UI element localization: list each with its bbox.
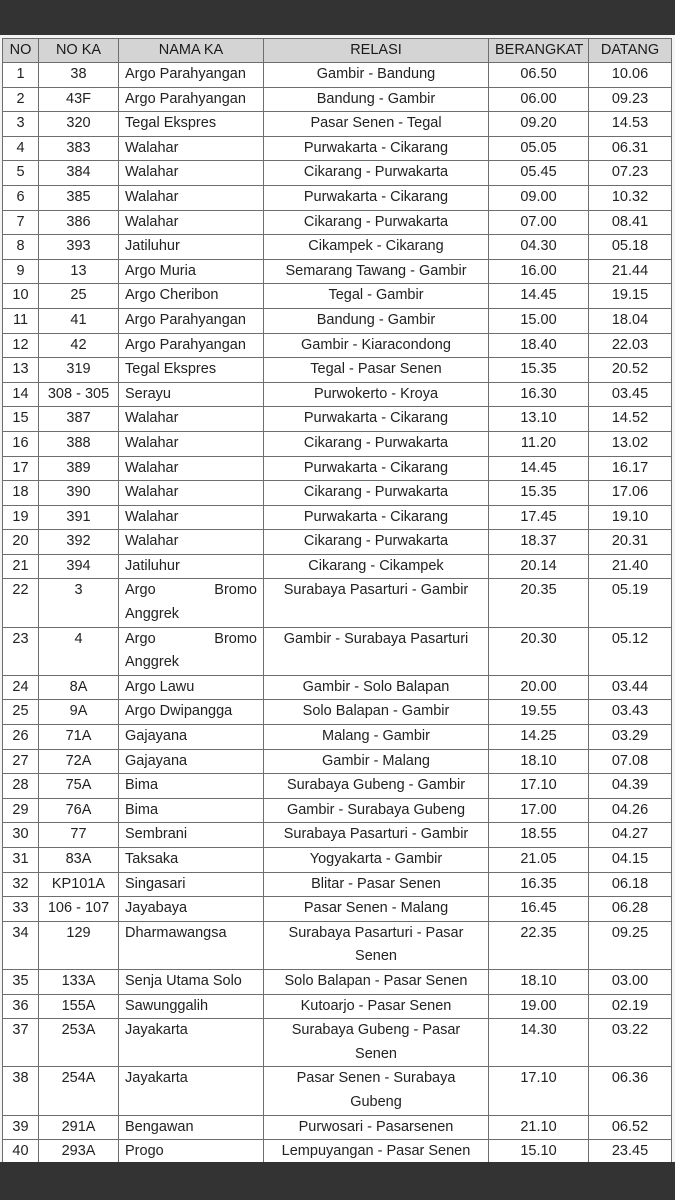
cell-relasi: Pasar Senen - Tegal (264, 112, 489, 137)
cell-datang: 23.45 (589, 1140, 672, 1165)
cell-nama-ka: Walahar (119, 505, 264, 530)
cell-relasi: Bandung - Gambir (264, 308, 489, 333)
cell-relasi: Surabaya Pasarturi - Gambir (264, 823, 489, 848)
table-row (3, 627, 672, 675)
cell-datang: 03.45 (589, 382, 672, 407)
table-row (3, 185, 672, 210)
cell-no: 24 (3, 675, 39, 700)
cell-datang: 10.32 (589, 185, 672, 210)
cell-no-ka: 384 (39, 161, 119, 186)
cell-nama-ka: Sawunggalih (119, 994, 264, 1019)
cell-relasi: Gambir - Solo Balapan (264, 675, 489, 700)
cell-berangkat: 19.00 (489, 994, 589, 1019)
cell-nama-ka: Argo Muria (119, 259, 264, 284)
cell-relasi: Yogyakarta - Gambir (264, 848, 489, 873)
cell-relasi: Gambir - Kiaracondong (264, 333, 489, 358)
cell-relasi: Gambir - Malang (264, 749, 489, 774)
cell-nama-ka: Bima (119, 798, 264, 823)
cell-relasi: Solo Balapan - Pasar Senen (264, 969, 489, 994)
cell-berangkat: 20.14 (489, 554, 589, 579)
cell-no-ka: 43F (39, 87, 119, 112)
cell-datang: 04.39 (589, 774, 672, 799)
cell-relasi: Purwosari - Pasarsenen (264, 1115, 489, 1140)
cell-nama-ka: Argo Parahyangan (119, 63, 264, 88)
cell-no: 32 (3, 872, 39, 897)
cell-nama-ka: Singasari (119, 872, 264, 897)
cell-relasi: Pasar Senen - Surabaya Gubeng (264, 1067, 489, 1115)
cell-berangkat: 06.00 (489, 87, 589, 112)
cell-no: 2 (3, 87, 39, 112)
cell-datang: 19.10 (589, 505, 672, 530)
table-row (3, 969, 672, 994)
header-relasi: RELASI (264, 39, 489, 63)
cell-datang: 03.00 (589, 969, 672, 994)
cell-no-ka: 387 (39, 407, 119, 432)
cell-no: 8 (3, 235, 39, 260)
cell-nama-ka: Taksaka (119, 848, 264, 873)
table-row (3, 382, 672, 407)
cell-berangkat: 20.00 (489, 675, 589, 700)
table-row (3, 675, 672, 700)
cell-berangkat: 13.10 (489, 407, 589, 432)
cell-nama-ka: Senja Utama Solo (119, 969, 264, 994)
table-row (3, 798, 672, 823)
header-no: NO (3, 39, 39, 63)
cell-nama-ka: Argo Bromo Anggrek (119, 627, 264, 675)
cell-no-ka: 72A (39, 749, 119, 774)
table-row (3, 1115, 672, 1140)
cell-berangkat: 07.00 (489, 210, 589, 235)
cell-datang: 04.27 (589, 823, 672, 848)
cell-nama-ka: Jayakarta (119, 1019, 264, 1067)
cell-datang: 20.31 (589, 530, 672, 555)
cell-datang: 05.18 (589, 235, 672, 260)
train-schedule-table (2, 38, 672, 1189)
cell-no-ka: 75A (39, 774, 119, 799)
cell-nama-ka: Walahar (119, 431, 264, 456)
cell-relasi: Cikarang - Purwakarta (264, 210, 489, 235)
cell-datang: 18.04 (589, 308, 672, 333)
cell-nama-ka: Bima (119, 774, 264, 799)
cell-no-ka: KP101A (39, 872, 119, 897)
cell-no: 13 (3, 358, 39, 383)
cell-nama-ka: Tegal Ekspres (119, 112, 264, 137)
table-row (3, 1140, 672, 1165)
cell-no-ka: 389 (39, 456, 119, 481)
cell-no-ka: 42 (39, 333, 119, 358)
cell-berangkat: 21.05 (489, 848, 589, 873)
table-row (3, 259, 672, 284)
cell-berangkat: 15.35 (489, 358, 589, 383)
cell-berangkat: 05.45 (489, 161, 589, 186)
cell-nama-ka: Argo Bromo Anggrek (119, 579, 264, 627)
cell-relasi: Surabaya Pasarturi - Pasar Senen (264, 921, 489, 969)
cell-no-ka: 386 (39, 210, 119, 235)
cell-no: 21 (3, 554, 39, 579)
cell-no-ka: 41 (39, 308, 119, 333)
table-row (3, 872, 672, 897)
cell-berangkat: 05.05 (489, 136, 589, 161)
table-row (3, 431, 672, 456)
cell-datang: 20.52 (589, 358, 672, 383)
cell-nama-ka: Walahar (119, 407, 264, 432)
cell-relasi: Solo Balapan - Gambir (264, 700, 489, 725)
cell-no: 11 (3, 308, 39, 333)
table-row (3, 333, 672, 358)
cell-nama-ka: Argo Cheribon (119, 284, 264, 309)
cell-relasi: Cikarang - Purwakarta (264, 481, 489, 506)
cell-no-ka: 390 (39, 481, 119, 506)
cell-berangkat: 14.30 (489, 1019, 589, 1067)
cell-no-ka: 4 (39, 627, 119, 675)
table-row (3, 530, 672, 555)
cell-no: 10 (3, 284, 39, 309)
cell-relasi: Malang - Gambir (264, 725, 489, 750)
table-row (3, 848, 672, 873)
table-row (3, 308, 672, 333)
cell-relasi: Cikarang - Purwakarta (264, 530, 489, 555)
cell-no-ka: 319 (39, 358, 119, 383)
cell-no-ka: 13 (39, 259, 119, 284)
table-row (3, 235, 672, 260)
cell-no: 18 (3, 481, 39, 506)
cell-berangkat: 16.45 (489, 897, 589, 922)
table-row (3, 749, 672, 774)
cell-no: 33 (3, 897, 39, 922)
cell-no-ka: 3 (39, 579, 119, 627)
cell-berangkat: 14.45 (489, 456, 589, 481)
header-no-ka: NO KA (39, 39, 119, 63)
table-row (3, 1019, 672, 1067)
cell-datang: 19.15 (589, 284, 672, 309)
cell-relasi: Gambir - Bandung (264, 63, 489, 88)
cell-no: 39 (3, 1115, 39, 1140)
cell-no-ka: 155A (39, 994, 119, 1019)
cell-relasi: Cikarang - Cikampek (264, 554, 489, 579)
cell-datang: 02.19 (589, 994, 672, 1019)
cell-relasi: Kutoarjo - Pasar Senen (264, 994, 489, 1019)
cell-no-ka: 394 (39, 554, 119, 579)
cell-berangkat: 15.00 (489, 308, 589, 333)
cell-datang: 10.06 (589, 63, 672, 88)
cell-berangkat: 17.10 (489, 1067, 589, 1115)
cell-no-ka: 83A (39, 848, 119, 873)
cell-nama-ka: Tegal Ekspres (119, 358, 264, 383)
cell-datang: 04.26 (589, 798, 672, 823)
cell-nama-ka: Jayabaya (119, 897, 264, 922)
cell-datang: 04.15 (589, 848, 672, 873)
table-row (3, 136, 672, 161)
cell-berangkat: 11.20 (489, 431, 589, 456)
cell-berangkat: 06.50 (489, 63, 589, 88)
cell-no: 12 (3, 333, 39, 358)
cell-no: 1 (3, 63, 39, 88)
table-header-row (3, 39, 672, 63)
cell-berangkat: 20.30 (489, 627, 589, 675)
cell-no-ka: 8A (39, 675, 119, 700)
cell-no-ka: 308 - 305 (39, 382, 119, 407)
cell-no: 38 (3, 1067, 39, 1115)
cell-berangkat: 18.37 (489, 530, 589, 555)
cell-datang: 05.12 (589, 627, 672, 675)
cell-berangkat: 09.00 (489, 185, 589, 210)
cell-datang: 03.43 (589, 700, 672, 725)
cell-no-ka: 392 (39, 530, 119, 555)
cell-no: 15 (3, 407, 39, 432)
cell-nama-ka: Argo Parahyangan (119, 87, 264, 112)
cell-berangkat: 17.10 (489, 774, 589, 799)
cell-relasi: Pasar Senen - Malang (264, 897, 489, 922)
cell-no: 6 (3, 185, 39, 210)
table-row (3, 161, 672, 186)
cell-berangkat: 18.55 (489, 823, 589, 848)
cell-no: 17 (3, 456, 39, 481)
cell-nama-ka: Walahar (119, 161, 264, 186)
cell-berangkat: 15.35 (489, 481, 589, 506)
cell-relasi: Cikarang - Purwakarta (264, 431, 489, 456)
cell-nama-ka: Walahar (119, 456, 264, 481)
cell-no-ka: 320 (39, 112, 119, 137)
table-row (3, 823, 672, 848)
table-row (3, 456, 672, 481)
cell-nama-ka: Sembrani (119, 823, 264, 848)
cell-berangkat: 15.10 (489, 1140, 589, 1165)
table-row (3, 407, 672, 432)
cell-datang: 06.28 (589, 897, 672, 922)
cell-berangkat: 18.40 (489, 333, 589, 358)
cell-nama-ka: Jatiluhur (119, 235, 264, 260)
cell-no: 16 (3, 431, 39, 456)
cell-berangkat: 04.30 (489, 235, 589, 260)
cell-no-ka: 385 (39, 185, 119, 210)
cell-berangkat: 20.35 (489, 579, 589, 627)
cell-relasi: Surabaya Pasarturi - Gambir (264, 579, 489, 627)
cell-no: 26 (3, 725, 39, 750)
cell-nama-ka: Jayakarta (119, 1067, 264, 1115)
cell-no-ka: 106 - 107 (39, 897, 119, 922)
cell-nama-ka: Serayu (119, 382, 264, 407)
cell-relasi: Surabaya Gubeng - Pasar Senen (264, 1019, 489, 1067)
cell-relasi: Cikarang - Purwakarta (264, 161, 489, 186)
cell-relasi: Cikampek - Cikarang (264, 235, 489, 260)
header-berangkat: BERANGKAT (489, 39, 589, 63)
cell-relasi: Tegal - Gambir (264, 284, 489, 309)
table-row (3, 897, 672, 922)
header-nama-ka: NAMA KA (119, 39, 264, 63)
cell-berangkat: 18.10 (489, 969, 589, 994)
cell-relasi: Purwakarta - Cikarang (264, 185, 489, 210)
cell-no-ka: 38 (39, 63, 119, 88)
cell-berangkat: 17.45 (489, 505, 589, 530)
cell-no-ka: 25 (39, 284, 119, 309)
cell-no-ka: 77 (39, 823, 119, 848)
table-row (3, 700, 672, 725)
cell-nama-ka: Walahar (119, 210, 264, 235)
cell-nama-ka: Gajayana (119, 749, 264, 774)
cell-no-ka: 253A (39, 1019, 119, 1067)
cell-no: 22 (3, 579, 39, 627)
cell-no: 4 (3, 136, 39, 161)
cell-datang: 09.25 (589, 921, 672, 969)
cell-no-ka: 291A (39, 1115, 119, 1140)
cell-no: 23 (3, 627, 39, 675)
cell-datang: 03.44 (589, 675, 672, 700)
cell-datang: 06.52 (589, 1115, 672, 1140)
cell-berangkat: 17.00 (489, 798, 589, 823)
cell-no-ka: 391 (39, 505, 119, 530)
cell-no: 29 (3, 798, 39, 823)
table-row (3, 358, 672, 383)
table-row (3, 284, 672, 309)
cell-relasi: Bandung - Gambir (264, 87, 489, 112)
cell-berangkat: 21.10 (489, 1115, 589, 1140)
cell-no-ka: 129 (39, 921, 119, 969)
table-row (3, 994, 672, 1019)
cell-no: 30 (3, 823, 39, 848)
cell-datang: 06.18 (589, 872, 672, 897)
cell-no-ka: 293A (39, 1140, 119, 1165)
cell-relasi: Surabaya Gubeng - Gambir (264, 774, 489, 799)
cell-no: 28 (3, 774, 39, 799)
cell-datang: 07.23 (589, 161, 672, 186)
cell-berangkat: 22.35 (489, 921, 589, 969)
cell-relasi: Purwakarta - Cikarang (264, 505, 489, 530)
top-status-bar (0, 0, 675, 35)
cell-relasi: Gambir - Surabaya Gubeng (264, 798, 489, 823)
cell-relasi: Semarang Tawang - Gambir (264, 259, 489, 284)
cell-relasi: Tegal - Pasar Senen (264, 358, 489, 383)
cell-no-ka: 254A (39, 1067, 119, 1115)
cell-relasi: Gambir - Surabaya Pasarturi (264, 627, 489, 675)
cell-berangkat: 16.35 (489, 872, 589, 897)
table-row (3, 921, 672, 969)
table-row (3, 481, 672, 506)
cell-no: 7 (3, 210, 39, 235)
cell-no: 14 (3, 382, 39, 407)
cell-nama-ka: Dharmawangsa (119, 921, 264, 969)
cell-nama-ka: Argo Parahyangan (119, 308, 264, 333)
cell-datang: 14.52 (589, 407, 672, 432)
cell-nama-ka: Jatiluhur (119, 554, 264, 579)
table-row (3, 579, 672, 627)
cell-nama-ka: Gajayana (119, 725, 264, 750)
cell-relasi: Purwakarta - Cikarang (264, 136, 489, 161)
table-row (3, 1067, 672, 1115)
cell-no: 31 (3, 848, 39, 873)
cell-no: 35 (3, 969, 39, 994)
bottom-navigation-bar (0, 1162, 675, 1200)
table-row (3, 112, 672, 137)
cell-no: 5 (3, 161, 39, 186)
cell-berangkat: 18.10 (489, 749, 589, 774)
table-row (3, 554, 672, 579)
table-row (3, 505, 672, 530)
cell-relasi: Purwakarta - Cikarang (264, 407, 489, 432)
cell-no: 27 (3, 749, 39, 774)
cell-berangkat: 19.55 (489, 700, 589, 725)
cell-no: 34 (3, 921, 39, 969)
cell-datang: 06.36 (589, 1067, 672, 1115)
cell-datang: 21.40 (589, 554, 672, 579)
cell-datang: 13.02 (589, 431, 672, 456)
cell-berangkat: 09.20 (489, 112, 589, 137)
table-row (3, 210, 672, 235)
cell-no: 20 (3, 530, 39, 555)
cell-berangkat: 16.30 (489, 382, 589, 407)
cell-no-ka: 393 (39, 235, 119, 260)
cell-datang: 08.41 (589, 210, 672, 235)
cell-nama-ka: Bengawan (119, 1115, 264, 1140)
cell-no: 19 (3, 505, 39, 530)
table-row (3, 774, 672, 799)
cell-datang: 09.23 (589, 87, 672, 112)
cell-nama-ka: Walahar (119, 185, 264, 210)
table-row (3, 87, 672, 112)
cell-no-ka: 383 (39, 136, 119, 161)
cell-datang: 21.44 (589, 259, 672, 284)
cell-datang: 06.31 (589, 136, 672, 161)
cell-no-ka: 9A (39, 700, 119, 725)
cell-no: 37 (3, 1019, 39, 1067)
cell-no: 40 (3, 1140, 39, 1165)
cell-nama-ka: Walahar (119, 530, 264, 555)
cell-nama-ka: Argo Lawu (119, 675, 264, 700)
cell-nama-ka: Argo Parahyangan (119, 333, 264, 358)
cell-no-ka: 71A (39, 725, 119, 750)
cell-relasi: Purwakarta - Cikarang (264, 456, 489, 481)
header-datang: DATANG (589, 39, 672, 63)
cell-datang: 17.06 (589, 481, 672, 506)
cell-nama-ka: Walahar (119, 481, 264, 506)
cell-no-ka: 133A (39, 969, 119, 994)
cell-relasi: Blitar - Pasar Senen (264, 872, 489, 897)
cell-relasi: Lempuyangan - Pasar Senen (264, 1140, 489, 1165)
cell-nama-ka: Progo (119, 1140, 264, 1165)
cell-datang: 05.19 (589, 579, 672, 627)
table-row (3, 63, 672, 88)
cell-no-ka: 388 (39, 431, 119, 456)
cell-no: 3 (3, 112, 39, 137)
cell-no: 36 (3, 994, 39, 1019)
cell-datang: 03.29 (589, 725, 672, 750)
cell-nama-ka: Argo Dwipangga (119, 700, 264, 725)
cell-nama-ka: Walahar (119, 136, 264, 161)
cell-berangkat: 14.45 (489, 284, 589, 309)
cell-relasi: Purwokerto - Kroya (264, 382, 489, 407)
cell-datang: 22.03 (589, 333, 672, 358)
cell-berangkat: 14.25 (489, 725, 589, 750)
cell-datang: 03.22 (589, 1019, 672, 1067)
cell-datang: 07.08 (589, 749, 672, 774)
cell-datang: 16.17 (589, 456, 672, 481)
cell-no: 9 (3, 259, 39, 284)
cell-datang: 14.53 (589, 112, 672, 137)
cell-no: 25 (3, 700, 39, 725)
cell-no-ka: 76A (39, 798, 119, 823)
table-row (3, 725, 672, 750)
cell-berangkat: 16.00 (489, 259, 589, 284)
